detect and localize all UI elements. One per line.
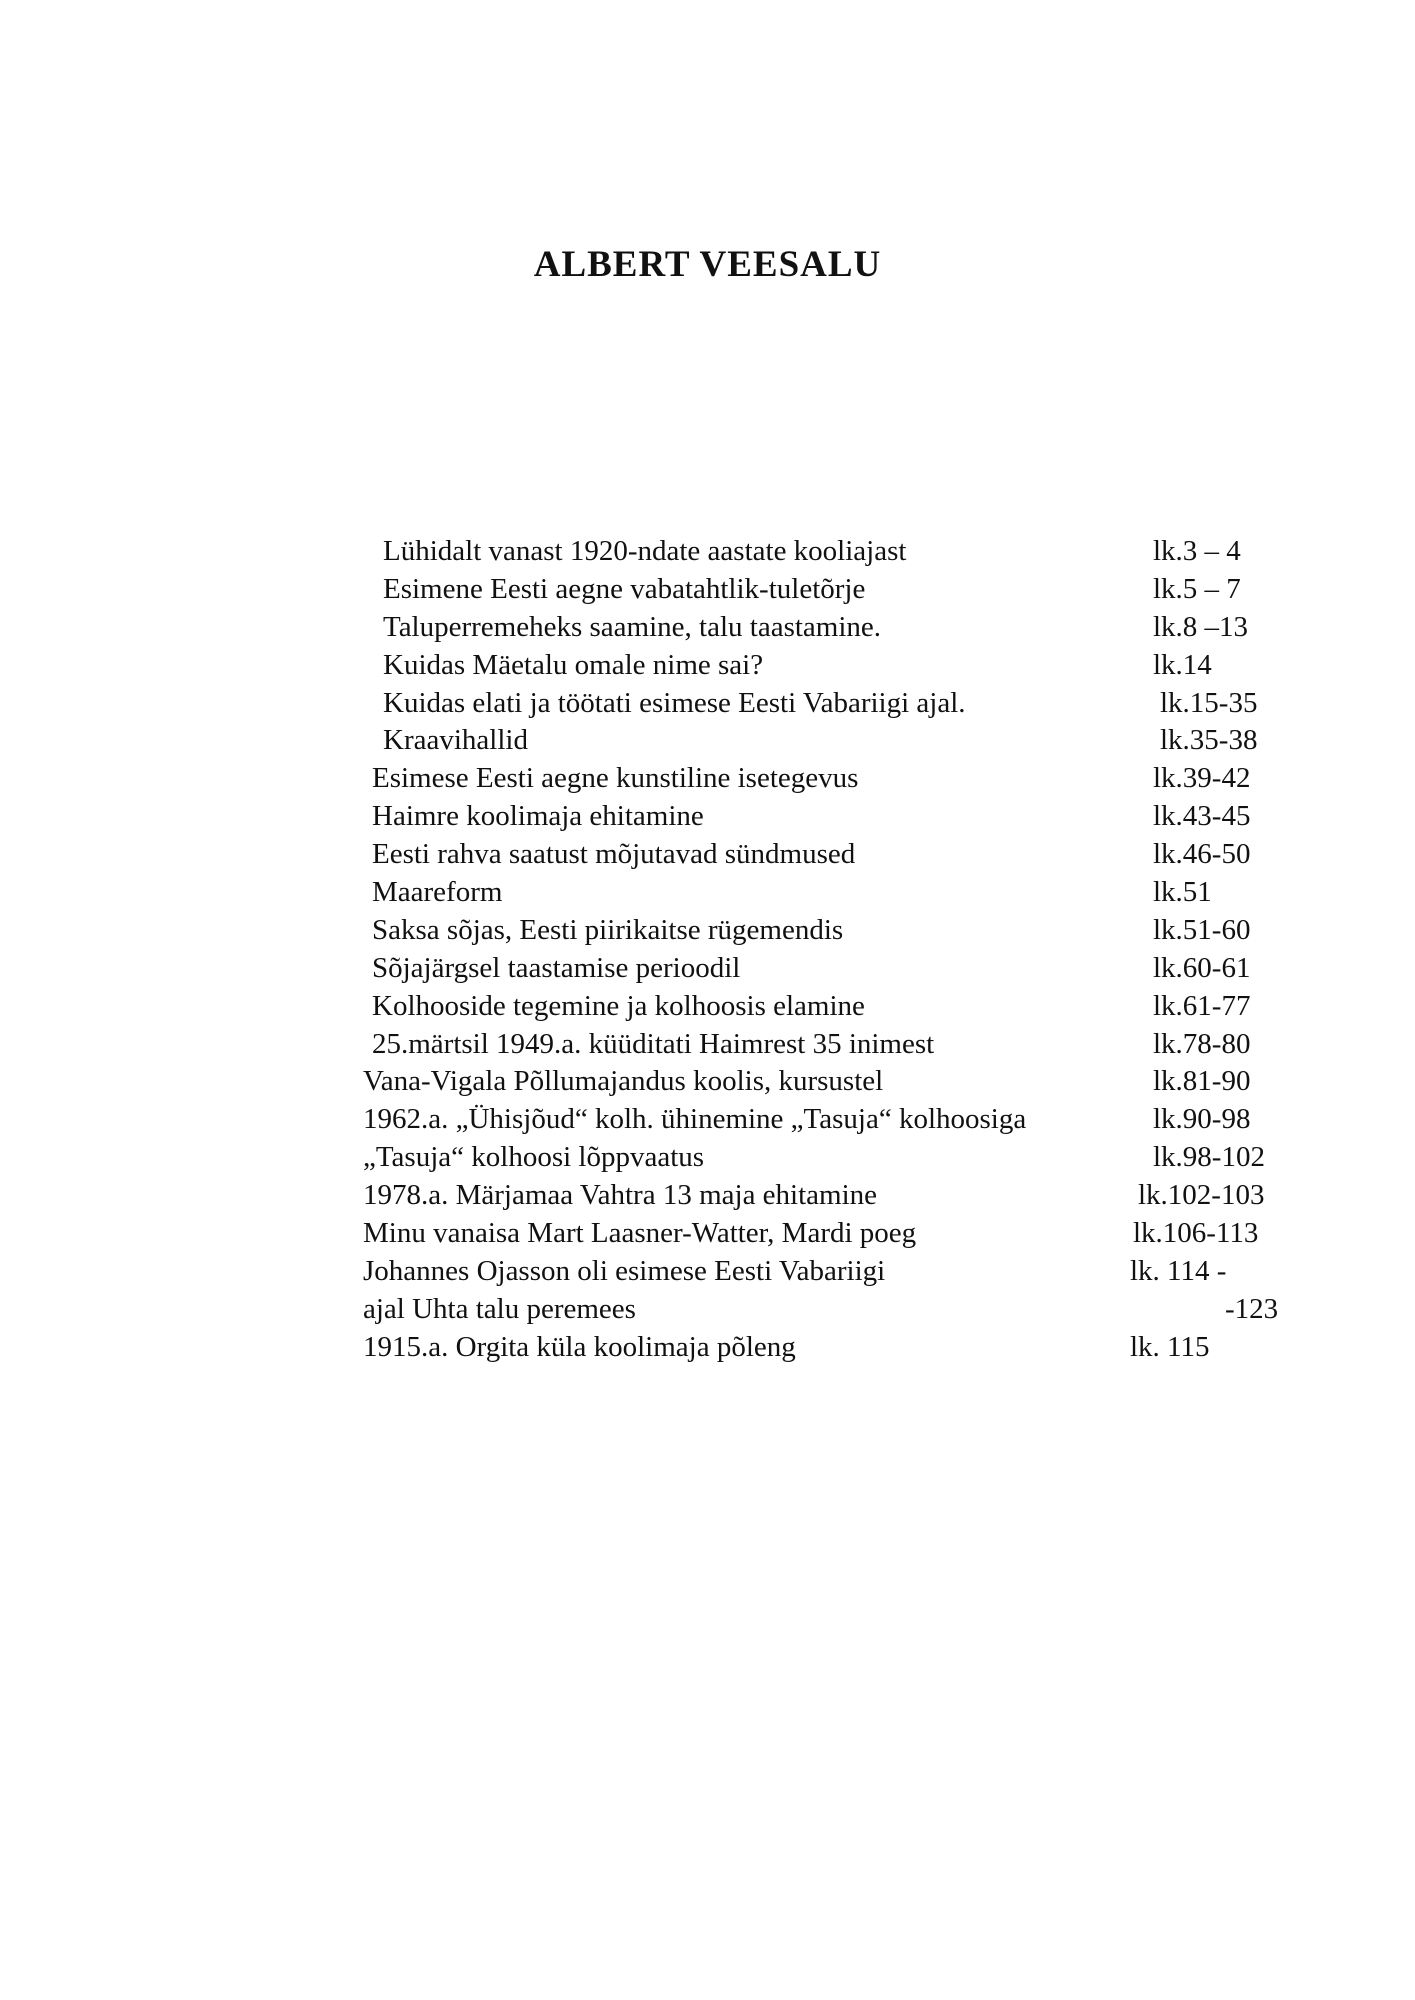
- toc-entry: [0, 1063, 1415, 1101]
- toc-entry-title: Johannes Ojasson oli esimese Eesti Vabariigi: [363, 1254, 886, 1287]
- toc-entry-title: Saksa sõjas, Eesti piirikaitse rügemendis: [372, 913, 844, 946]
- toc-entry-page: -123: [1225, 1292, 1279, 1325]
- toc-entry-title: 1962.a. „Ühisjõud“ kolh. ühinemine „Tasuja“ kolhoosiga: [363, 1103, 1027, 1136]
- toc-entry: [0, 1253, 1415, 1291]
- toc-entry-page: lk.60-61: [1153, 951, 1251, 984]
- toc-entry-title: Vana-Vigala Põllumajandus koolis, kursustel: [363, 1065, 884, 1098]
- toc-entry-title: Sõjajärgsel taastamise perioodil: [372, 951, 741, 984]
- toc-entry-page: lk.78-80: [1153, 1027, 1251, 1060]
- toc-entry: [0, 609, 1415, 647]
- toc-entry-title: Esimene Eesti aegne vabatahtlik-tuletõrje: [383, 572, 866, 605]
- toc-entry-page: lk. 114 -: [1130, 1254, 1227, 1287]
- toc-entry: [0, 571, 1415, 609]
- toc-entry-title: Kolhooside tegemine ja kolhoosis elamine: [372, 989, 865, 1022]
- toc-entry-page: lk.8 –13: [1153, 610, 1249, 643]
- toc-entry-page: lk.81-90: [1153, 1065, 1251, 1098]
- toc-entry-title: Kuidas elati ja töötati esimese Eesti Vabariigi ajal.: [383, 686, 966, 719]
- toc-entry-title: Kraavihallid: [383, 724, 528, 757]
- toc-entry: [0, 685, 1415, 723]
- toc-entry-title: Maareform: [372, 876, 503, 909]
- toc-entry-page: lk.98-102: [1153, 1141, 1265, 1174]
- toc-entry: [0, 647, 1415, 685]
- toc-entry: [0, 1026, 1415, 1064]
- toc-entry: [0, 1215, 1415, 1253]
- toc-entry-page: lk.39-42: [1153, 762, 1251, 795]
- table-of-contents: [0, 533, 1415, 1367]
- toc-entry-title: Taluperremeheks saamine, talu taastamine.: [383, 610, 882, 643]
- toc-entry: [0, 988, 1415, 1026]
- toc-entry-title: ajal Uhta talu peremees: [363, 1292, 636, 1325]
- toc-entry-title: Esimese Eesti aegne kunstiline isetegevus: [372, 762, 859, 795]
- toc-entry: [0, 1139, 1415, 1177]
- toc-entry-page: lk.90-98: [1153, 1103, 1251, 1136]
- toc-entry-page: lk.35-38: [1160, 724, 1258, 757]
- toc-entry-page: lk.46-50: [1153, 838, 1251, 871]
- toc-entry: [0, 1291, 1415, 1329]
- toc-entry-title: „Tasuja“ kolhoosi lõppvaatus: [363, 1141, 705, 1174]
- toc-entry-page: lk.106-113: [1133, 1217, 1259, 1250]
- toc-entry: [0, 874, 1415, 912]
- toc-entry: [0, 1329, 1415, 1367]
- toc-entry: [0, 1177, 1415, 1215]
- toc-entry-page: lk. 115: [1130, 1330, 1210, 1363]
- toc-entry-page: lk.51-60: [1153, 913, 1251, 946]
- toc-entry-page: lk.43-45: [1153, 800, 1251, 833]
- toc-entry-page: lk.3 – 4: [1153, 535, 1241, 567]
- toc-entry: [0, 836, 1415, 874]
- toc-entry-title: Eesti rahva saatust mõjutavad sündmused: [372, 838, 856, 871]
- toc-entry: [0, 760, 1415, 798]
- toc-entry-page: lk.14: [1153, 648, 1212, 681]
- toc-entry-page: lk.15-35: [1160, 686, 1258, 719]
- toc-entry: [0, 950, 1415, 988]
- toc-entry: [0, 798, 1415, 836]
- toc-entry: [0, 912, 1415, 950]
- toc-entry-title: 1978.a. Märjamaa Vahtra 13 maja ehitamine: [363, 1179, 878, 1212]
- toc-entry-title: 25.märtsil 1949.a. küüditati Haimrest 35 inimest: [372, 1027, 935, 1060]
- toc-entry-page: lk.5 – 7: [1153, 572, 1241, 605]
- toc-entry-page: lk.61-77: [1153, 989, 1251, 1022]
- toc-entry: [0, 1101, 1415, 1139]
- document-title: ALBERT VEESALU: [533, 244, 882, 285]
- toc-entry-title: Haimre koolimaja ehitamine: [372, 800, 704, 833]
- toc-entry-page: lk.102-103: [1138, 1179, 1265, 1212]
- toc-entry-title: Kuidas Mäetalu omale nime sai?: [383, 648, 764, 681]
- toc-entry: [0, 722, 1415, 760]
- toc-entry-title: Lühidalt vanast 1920-ndate aastate kooliajast: [383, 535, 907, 567]
- toc-entry-page: lk.51: [1153, 876, 1212, 909]
- toc-entry-title: Minu vanaisa Mart Laasner-Watter, Mardi poeg: [363, 1217, 917, 1250]
- toc-entry-title: 1915.a. Orgita küla koolimaja põleng: [363, 1330, 796, 1363]
- toc-entry: [0, 533, 1415, 571]
